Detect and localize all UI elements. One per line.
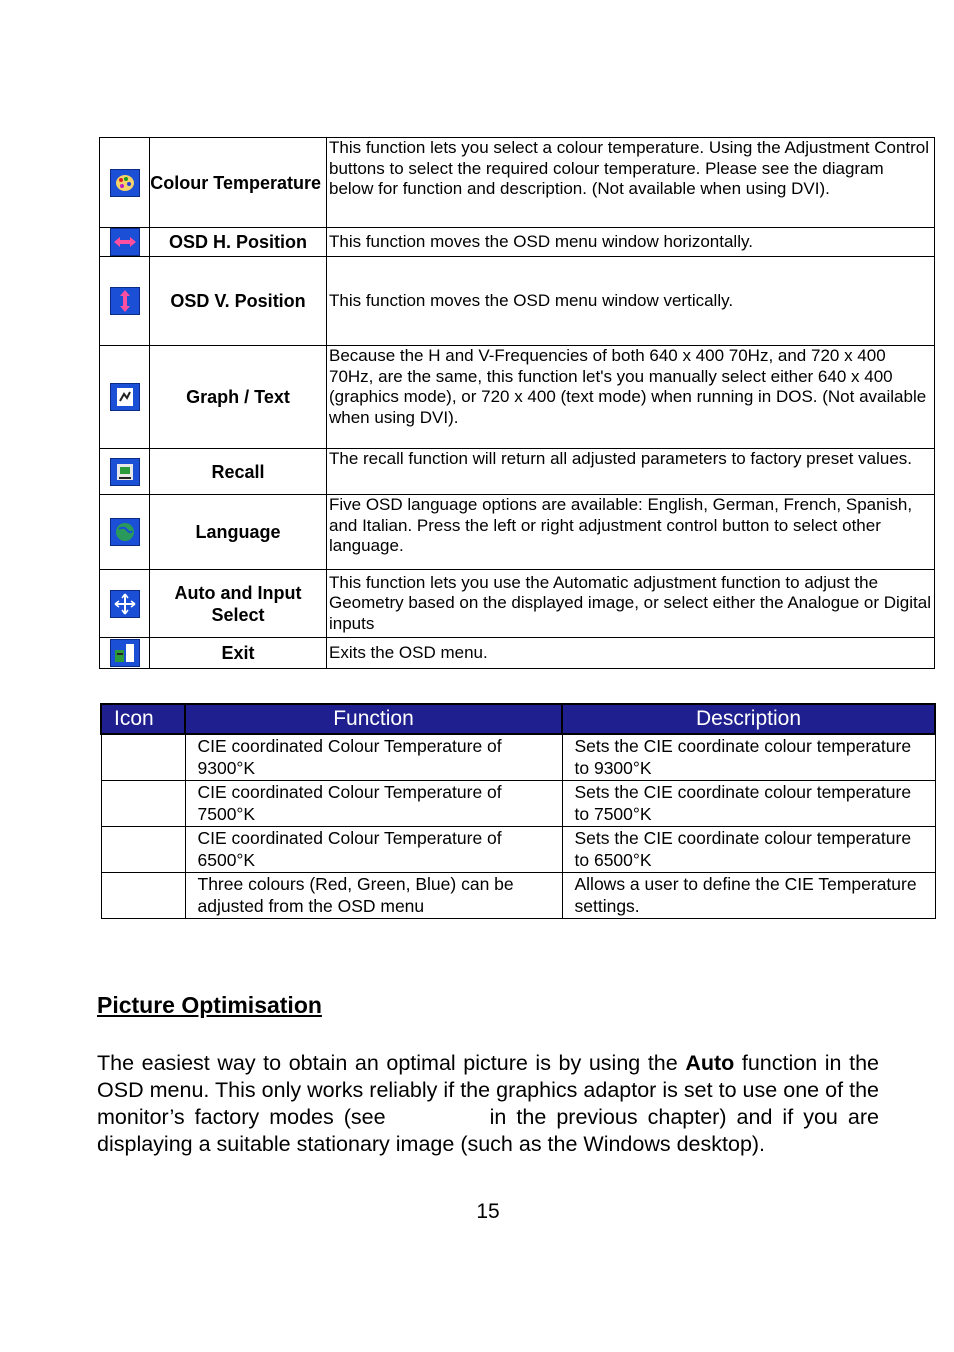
icon-cell (101, 734, 185, 781)
body-paragraph (97, 1050, 879, 1158)
section-title: Picture Optimisation (97, 992, 322, 1018)
function-description: Exits the OSD menu. (327, 638, 935, 669)
column-header-description: Description (562, 704, 935, 734)
function-description: This function moves the OSD menu window vertically. (327, 257, 935, 346)
function-description: This function lets you use the Automatic adjustment function to adjust the Geometry based on the displayed image, or select either the Analogue or Digital inputs (327, 570, 935, 638)
function-name: OSD V. Position (150, 257, 327, 346)
table-row (100, 638, 935, 669)
icon-cell (101, 827, 185, 873)
table-row (100, 495, 935, 570)
table-row (100, 138, 935, 228)
function-cell: CIE coordinated Colour Temperature of 7500°K (185, 781, 562, 827)
globe-icon (110, 518, 140, 546)
description-cell: Sets the CIE coordinate colour temperature to 6500°K (562, 827, 935, 873)
icon-cell (101, 781, 185, 827)
colour-temperature-table (100, 703, 936, 919)
description-cell: Allows a user to define the CIE Temperature settings. (562, 873, 935, 919)
column-header-icon: Icon (101, 704, 185, 734)
table-row (101, 734, 935, 781)
graph-text-icon (110, 383, 140, 411)
function-name: Colour Temperature (150, 138, 327, 228)
function-description: Because the H and V-Frequencies of both 640 x 400 70Hz, and 720 x 400 70Hz, are the same, this function let's you manually select either 640 x 400 (graphics mode), or 720 x 400 (text mode) when running in DOS. (Not available when using DVI). (327, 346, 935, 449)
icon-cell (101, 873, 185, 919)
crosshair-arrows-icon (110, 590, 140, 618)
function-name: Language (150, 495, 327, 570)
osd-functions-table (99, 137, 935, 669)
function-description: Five OSD language options are available: English, German, French, Spanish, and Italian. Press the left or right adjustment control button to select other language. (327, 495, 935, 570)
function-cell: Three colours (Red, Green, Blue) can be adjusted from the OSD menu (185, 873, 562, 919)
table-row (100, 449, 935, 495)
description-cell: Sets the CIE coordinate colour temperature to 7500°K (562, 781, 935, 827)
recall-icon (110, 458, 140, 486)
function-description: This function lets you select a colour temperature. Using the Adjustment Control buttons to select the required colour temperature. Please see the diagram below for function and description. (Not available when using DVI). (327, 138, 935, 228)
exit-door-icon (110, 639, 140, 667)
table-row (100, 570, 935, 638)
function-name: Graph / Text (150, 346, 327, 449)
osd-horizontal-arrows-icon (110, 228, 140, 256)
description-cell: Sets the CIE coordinate colour temperature to 9300°K (562, 734, 935, 781)
table-row (101, 827, 935, 873)
page-number: 15 (476, 1200, 500, 1223)
osd-vertical-arrows-icon (110, 287, 140, 315)
paragraph-text: The easiest way to obtain an optimal picture is by using the (97, 1051, 686, 1075)
function-name: Exit (150, 638, 327, 669)
paragraph-text: in the previous chapter) and if you are displaying a suitable stationary image (such as the Windows desktop). (97, 1105, 879, 1156)
function-name: OSD H. Position (150, 228, 327, 257)
column-header-function: Function (185, 704, 562, 734)
function-cell: CIE coordinated Colour Temperature of 9300°K (185, 734, 562, 781)
table-row (100, 228, 935, 257)
function-name: Auto and Input Select (150, 570, 327, 638)
table-row (101, 873, 935, 919)
function-name: Recall (150, 449, 327, 495)
function-cell: CIE coordinated Colour Temperature of 6500°K (185, 827, 562, 873)
auto-keyword: Auto (685, 1051, 735, 1075)
table-row (100, 257, 935, 346)
paragraph-text: function in the OSD menu. This only works reliably if the graphics adaptor is set to use one of the monitor’s factory modes (see (97, 1051, 879, 1129)
table-header-row (101, 704, 935, 734)
table-row (100, 346, 935, 449)
table-row (101, 781, 935, 827)
function-description: The recall function will return all adjusted parameters to factory preset values. (327, 449, 935, 495)
palette-icon (110, 169, 140, 197)
function-description: This function moves the OSD menu window horizontally. (327, 228, 935, 257)
